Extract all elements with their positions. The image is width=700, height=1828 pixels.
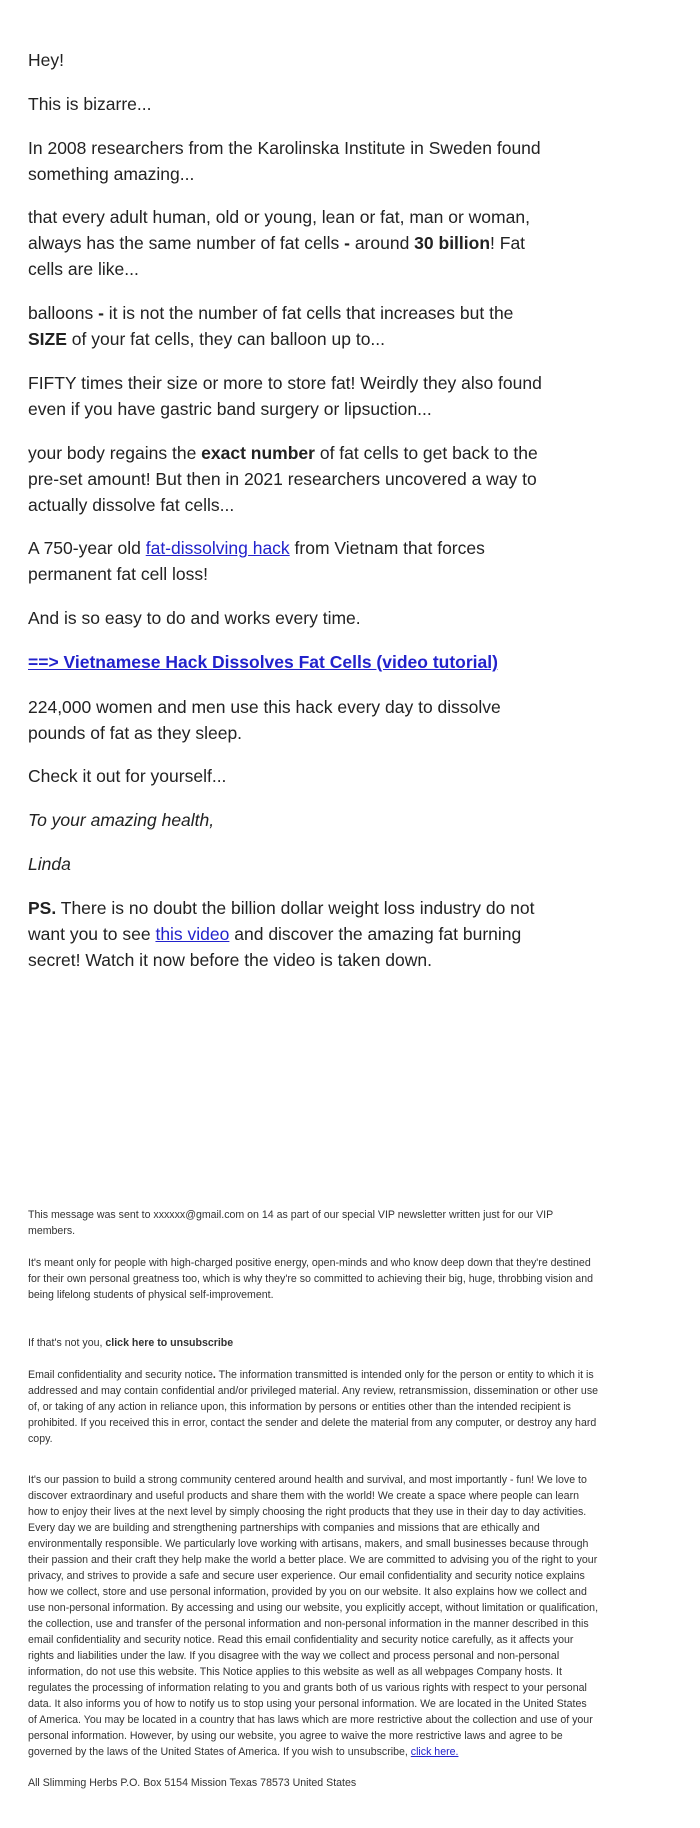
paragraph-regains: your body regains the exact number of fat cells to get back to the pre-set amount! But then in 2021 researchers uncovered a way to actually dissolve fat cells...: [28, 443, 538, 515]
signoff: To your amazing health,: [28, 810, 215, 830]
paragraph-easy: And is so easy to do and works every time.: [28, 608, 361, 628]
postscript: PS. There is no doubt the billion dollar weight loss industry do not want you to see this video and discover the amazing fat burning secret! Watch it now before the video is taken down.: [28, 898, 535, 970]
paragraph-intro: This is bizarre...: [28, 94, 152, 114]
paragraph-fat-cells: that every adult human, old or young, lean or fat, man or woman, always has the same number of fat cells - around 30 billion! Fat cells are like...: [28, 207, 530, 279]
paragraph-check: Check it out for yourself...: [28, 766, 227, 786]
unsubscribe-click-here-link[interactable]: click here.: [410, 1746, 459, 1758]
video-tutorial-link[interactable]: ==> Vietnamese Hack Dissolves Fat Cells (video tutorial): [28, 652, 498, 672]
fat-dissolving-hack-link[interactable]: fat-dissolving hack: [145, 538, 290, 558]
footer-address: All Slimming Herbs P.O. Box 5154 Mission Texas 78573 United States: [28, 1777, 357, 1789]
footer-meant-for: It's meant only for people with high-charged positive energy, open-minds and who know deep down that they're destined for their own personal greatness too, which is why they're so committed to achieving their big, huge, throbbing vision and being lifelong students of physical self-improvement.: [28, 1257, 593, 1301]
footer-sent-notice: This message was sent to xxxxxx@gmail.com on 14 as part of our special VIP newsletter written just for our VIP members.: [28, 1209, 553, 1237]
paragraph-fifty-times: FIFTY times their size or more to store fat! Weirdly they also found even if you have gastric band surgery or lipsuction...: [28, 373, 542, 419]
paragraph-hack: A 750-year old fat-dissolving hack from Vietnam that forces permanent fat cell loss!: [28, 538, 485, 584]
this-video-link[interactable]: this video: [155, 924, 230, 944]
sender-name: Linda: [28, 854, 71, 874]
unsubscribe-link[interactable]: click here to unsubscribe: [105, 1337, 234, 1349]
paragraph-research: In 2008 researchers from the Karolinska Institute in Sweden found something amazing...: [28, 138, 541, 184]
greeting: Hey!: [28, 50, 64, 70]
paragraph-balloons: balloons - it is not the number of fat cells that increases but the SIZE of your fat cells, they can balloon up to...: [28, 303, 514, 349]
footer-confidentiality-notice: Email confidentiality and security notice. The information transmitted is intended only for the person or entity to which it is addressed and may contain confidential and/or privileged material. Any review, retransmission, dissemination or other use of, or taking of any action in reliance upon, this information by persons or entities other than the intended recipient is prohibited. If you received this in error, contact the sender and delete the material from any computer, or destroy any hard copy.: [28, 1369, 599, 1445]
footer-passion-text: It's our passion to build a strong community centered around health and survival, and most importantly - fun! We love to discover extraordinary and useful products and share them with the world! We create a space where people can learn how to enjoy their lives at the next level by simply choosing the right products that they use in their day to day activities. Every day we are building and strengthening partnerships with companies and missions that are ethically and environmentally responsible. We particularly love working with artisans, makers, and small businesses because through their passion and their craft they help make the world a better place. We are committed to advising you of the right to your privacy, and strives to provide a safe and secure user experience. Our email confidentiality and security notice explains how we collect, store and use personal information, provided by you on our website. It also explains how we collect and use non-personal information. By accessing and using our website, you explicitly accept, without limitation or qualification, the collection, use and transfer of the personal information and non-personal information in the manner described in this email confidentiality and security notice. Read this email confidentiality and security notice carefully, as it affects your rights and liabilities under the law. If you disagree with the way we collect and process personal and non-personal information, do not use this website. This Notice applies to this website as well as all webpages Company hosts. It regulates the processing of information relating to you and grants both of us various rights with respect to your personal data. It also informs you of how to notify us to stop using your personal information. We are located in the United States of America. You may be located in a country that has laws which are more restrictive about the collection and use of your personal information. However, by using our website, you agree to waive the more restrictive laws and agree to be governed by the laws of the United States of America. If you wish to unsubscribe, click here.: [28, 1474, 599, 1758]
paragraph-users: 224,000 women and men use this hack every day to dissolve pounds of fat as they sleep.: [28, 697, 501, 743]
footer-unsubscribe-line: If that's not you, click here to unsubscribe: [28, 1337, 234, 1349]
cta-paragraph: [28, 649, 548, 675]
